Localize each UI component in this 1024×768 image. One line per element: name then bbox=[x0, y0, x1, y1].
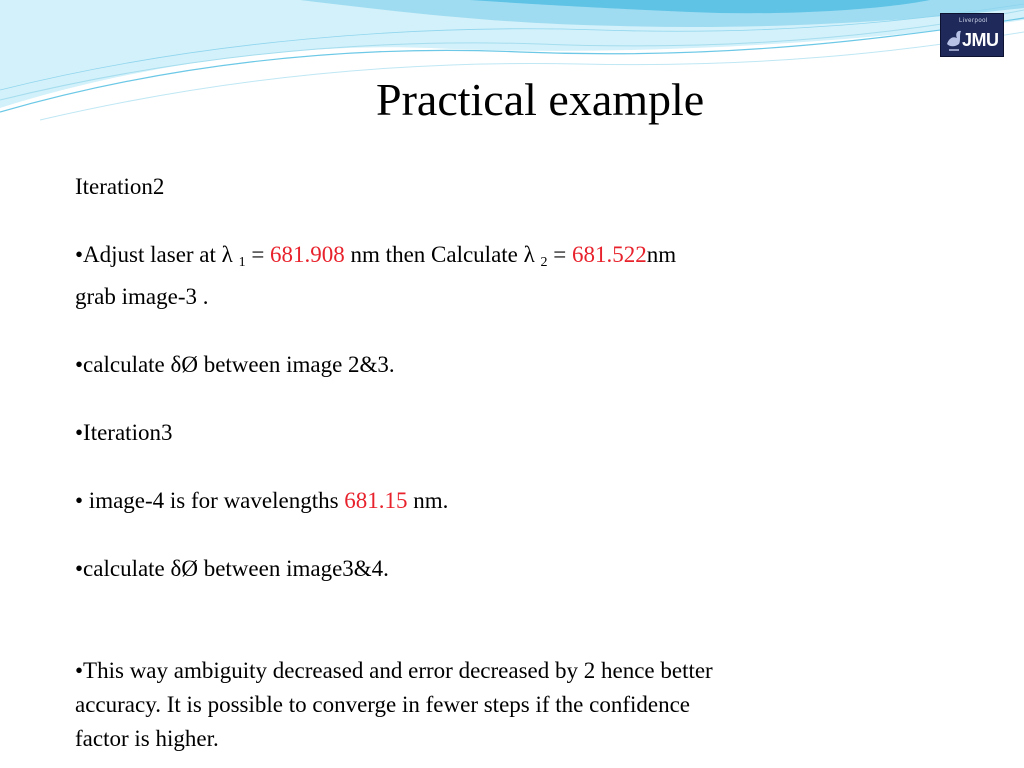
lambda2-subscript: 2 bbox=[540, 255, 548, 270]
conclusion-line-3: factor is higher. bbox=[75, 726, 219, 751]
iteration2-heading: Iteration2 bbox=[75, 174, 165, 199]
slide-body bbox=[75, 170, 875, 756]
jmu-logo bbox=[940, 13, 1004, 57]
wavelength-value-3: 681.15 bbox=[344, 488, 408, 513]
bullet-adjust-line2: grab image-3 . bbox=[75, 284, 209, 309]
wavelength-value-1: 681.908 bbox=[270, 242, 345, 267]
bullet-adjust-eq2: = bbox=[547, 242, 573, 267]
bullet-image4 bbox=[75, 484, 875, 518]
bullet-adjust-eq1: = bbox=[245, 242, 271, 267]
bullet-calculate-3-4: •calculate δØ between image3&4. bbox=[75, 556, 389, 581]
bullet-adjust-pre: •Adjust laser at λ bbox=[75, 242, 239, 267]
lambda1-subscript: 1 bbox=[238, 255, 246, 270]
bullet-adjust-mid: nm then Calculate λ bbox=[344, 242, 541, 267]
bullet-calculate-2-3: •calculate δØ between image 2&3. bbox=[75, 352, 395, 377]
wavelength-value-2: 681.522 bbox=[572, 242, 647, 267]
bullet-conclusion bbox=[75, 654, 875, 756]
logo-small-text: Liverpool bbox=[959, 18, 988, 24]
bullet-iteration3: •Iteration3 bbox=[75, 420, 173, 445]
bullet-adjust-laser bbox=[75, 238, 875, 314]
bullet-image4-post: nm. bbox=[407, 488, 449, 513]
slide-title: Practical example bbox=[376, 74, 705, 125]
bullet-adjust-post: nm bbox=[646, 242, 677, 267]
bullet-image4-pre: • image-4 is for wavelengths bbox=[75, 488, 345, 513]
logo-main-text: JMU bbox=[962, 30, 999, 50]
conclusion-line-1: •This way ambiguity decreased and error decreased by 2 hence better bbox=[75, 658, 713, 683]
conclusion-line-2: accuracy. It is possible to converge in fewer steps if the confidence bbox=[75, 692, 691, 717]
